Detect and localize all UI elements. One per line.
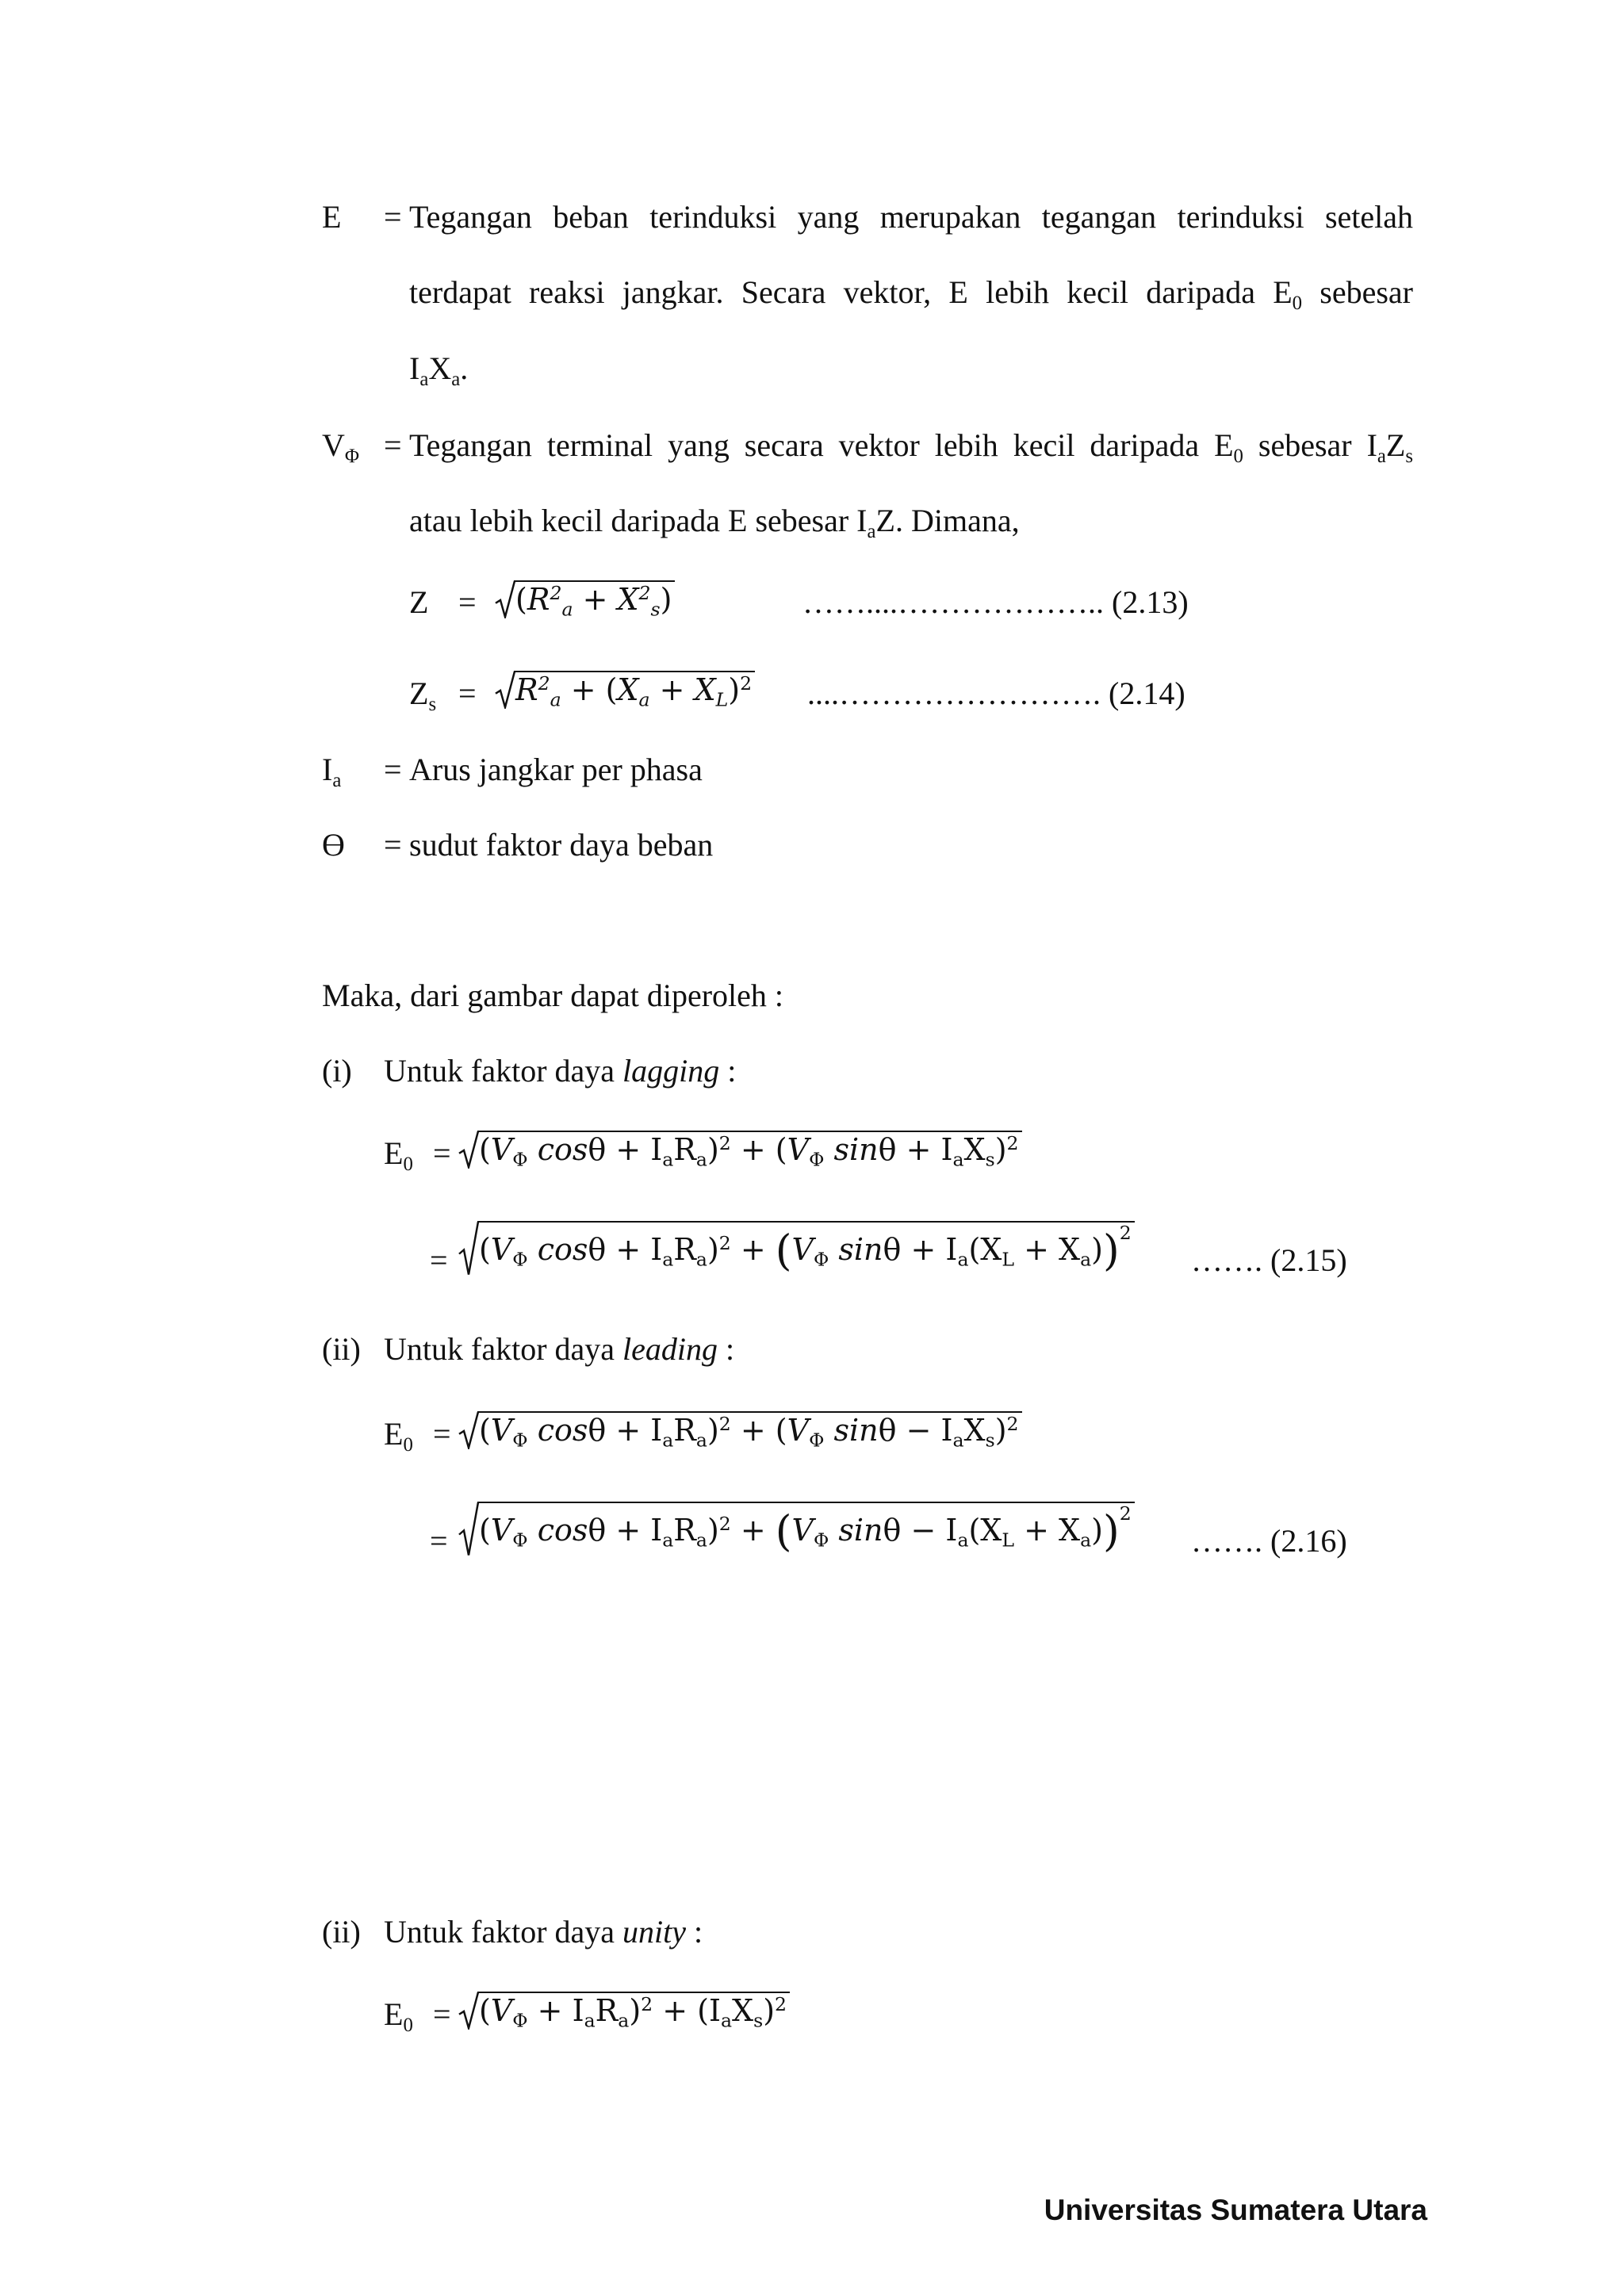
case-leading-heading: Untuk faktor daya leading : <box>384 1331 735 1367</box>
def-theta-equals: = <box>384 827 402 863</box>
eq-2-15-equals: = <box>430 1242 448 1278</box>
eq-2-14-equals: = <box>458 675 477 711</box>
def-theta-symbol: ϴ <box>322 827 345 863</box>
eq-unity-formula: $(V_\Phi + I_aR_a)^2 + (I_aX_s)^2$ <box>458 1992 787 2030</box>
def-ia-equals: = <box>384 752 402 787</box>
def-theta-text: sudut faktor daya beban <box>409 827 714 863</box>
case-lagging-label: (i) <box>322 1053 352 1089</box>
def-ia-text: Arus jangkar per phasa <box>409 752 703 787</box>
def-ia-symbol: $I_a$ <box>322 752 342 791</box>
intro-paragraph: Maka, dari gambar dapat diperoleh : <box>322 978 783 1013</box>
def-e-line1: Tegangan beban terinduksi yang merupakan tegangan terinduksi setelah <box>409 199 1413 235</box>
def-vphi-equals: = <box>384 427 402 463</box>
def-e-symbol: E <box>322 199 342 235</box>
eq-leading-1-equals: = <box>433 1416 451 1452</box>
def-e-line2: terdapat reaksi jangkar. Secara vektor, E lebih kecil daripada $E_0$ sebesar <box>409 274 1413 314</box>
case-lagging-heading: Untuk faktor daya lagging : <box>384 1053 737 1089</box>
eq-2-16-equals: = <box>430 1523 448 1559</box>
eq-2-14-number: ....……………………. (2.14) <box>807 675 1185 711</box>
eq-leading-1-formula: ($V_\Phi$ $\cos\theta + I_aR_a)^2 + (V_\Phi$ $\sin\theta - I_aX_s)^2$ <box>458 1411 1019 1449</box>
eq-2-13-number: ……....……………….. (2.13) <box>802 584 1189 620</box>
footer-university-name: Universitas Sumatera Utara <box>1044 2194 1427 2226</box>
eq-2-13-lhs: Z <box>409 584 429 620</box>
eq-unity-lhs: $E_0$ <box>384 1996 413 2036</box>
eq-2-15-formula: ($V_\Phi$ $\cos\theta + I_aR_a)^2 + (V_\Phi$ $\sin\theta + I_a(X_L + X_a))^2$ <box>458 1221 1132 1276</box>
eq-lagging-1-lhs: $E_0$ <box>384 1135 413 1175</box>
eq-2-13-formula: $(R^2_a + X^2_s)$ <box>495 580 672 618</box>
eq-2-16-formula: ($V_\Phi$ $\cos\theta + I_aR_a)^2 + (V_\Phi$ $\sin\theta - I_a(X_L + X_a))^2$ <box>458 1502 1132 1556</box>
def-e-line3: $I_aX_a$. <box>409 350 469 390</box>
eq-lagging-1-formula: ($V_\Phi$ $\cos\theta + I_aR_a)^2 + (V_\Phi$ $\sin\theta + I_aX_s)^2$ <box>458 1131 1019 1169</box>
eq-2-14-lhs: $Z_s$ <box>409 675 437 715</box>
case-unity-label: (ii) <box>322 1914 361 1950</box>
def-vphi-line2: atau lebih kecil daripada E sebesar $I_aZ$. Dimana, <box>409 503 1020 542</box>
def-e-equals: = <box>384 199 402 235</box>
eq-leading-1-lhs: $E_0$ <box>384 1416 413 1456</box>
def-vphi-symbol: $V_\Phi$ <box>322 427 360 467</box>
eq-2-16-number: ……. (2.16) <box>1191 1523 1347 1559</box>
eq-2-14-formula: $R^2_a + (X_a + X_L)^2$ <box>495 671 752 709</box>
def-vphi-line1: Tegangan terminal yang secara vektor lebih kecil daripada $E_0$ sebesar $I_aZ_s$ <box>409 427 1413 467</box>
eq-2-13-equals: = <box>458 584 477 620</box>
case-leading-label: (ii) <box>322 1331 361 1367</box>
case-unity-heading: Untuk faktor daya unity : <box>384 1914 703 1950</box>
eq-lagging-1-equals: = <box>433 1135 451 1171</box>
eq-2-15-number: ……. (2.15) <box>1191 1242 1347 1278</box>
eq-unity-equals: = <box>433 1996 451 2032</box>
